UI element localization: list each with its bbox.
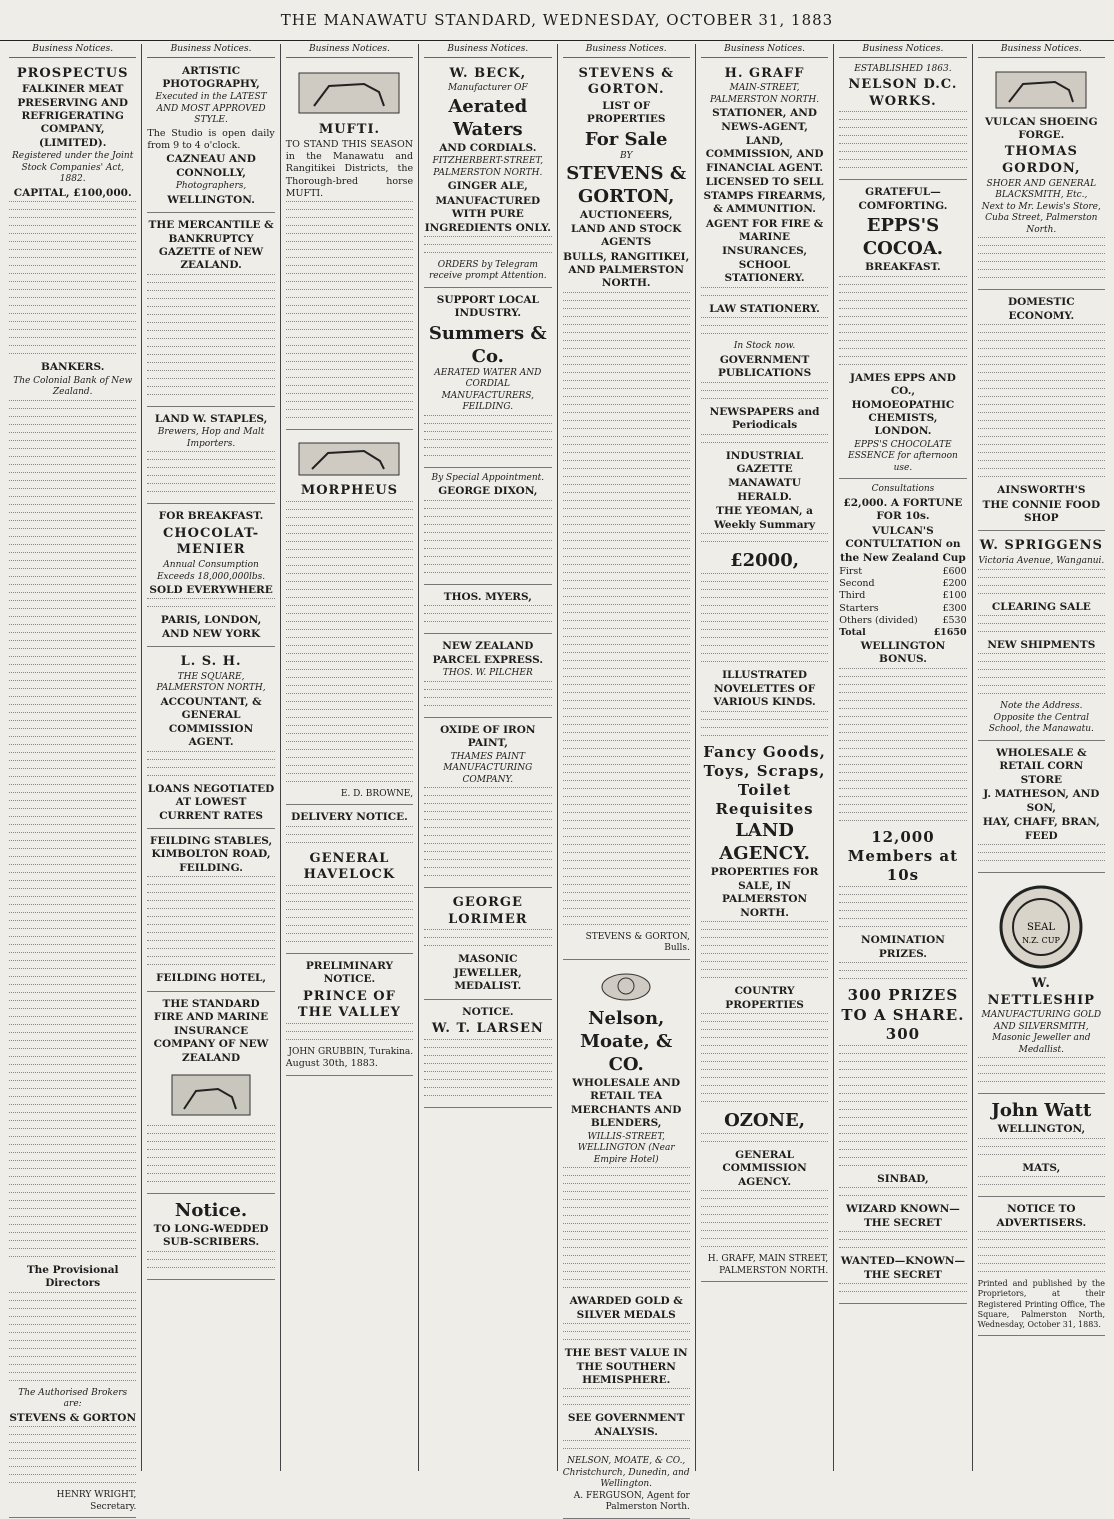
- myers-ad: [424, 587, 551, 634]
- dixon-appt: By Special Appointment.: [431, 472, 545, 483]
- epps-ad: [839, 182, 966, 479]
- nelson-title: Nelson, Moate, & CO.: [580, 1007, 673, 1075]
- domestic-ad: [978, 292, 1105, 531]
- prince-ad: [286, 956, 413, 1076]
- consultation-ad: [839, 481, 966, 1304]
- column-heading: Business Notices.: [978, 44, 1105, 58]
- seal-subtext: N.Z. CUP: [1022, 936, 1061, 946]
- support: SUPPORT LOCAL INDUSTRY.: [436, 293, 539, 320]
- prize-second: Second: [839, 578, 875, 590]
- ozone: OZONE,: [724, 1109, 806, 1131]
- opposite-school: Opposite the Central School, the Manawatu.: [988, 712, 1094, 735]
- havelock-title: GENERAL HAVELOCK: [303, 850, 396, 883]
- matheson: J. MATHESON, AND SON,: [983, 788, 1100, 814]
- masthead: [0, 0, 1114, 41]
- menier-ad: [147, 506, 274, 647]
- prize-first-amount: £600: [942, 566, 967, 578]
- bankers-heading: BANKERS.: [41, 361, 105, 374]
- photo-firm-sub: Photographers,: [175, 181, 247, 192]
- menier-sold: SOLD EVERYWHERE: [149, 584, 273, 597]
- prince-owner: JOHN GRUBBIN, Turakina.: [288, 1046, 414, 1057]
- graff-main: MAIN-STREET, PALMERSTON NORTH.: [709, 83, 820, 105]
- nelson-works-ad: [839, 61, 966, 181]
- lorimer-title: GEORGE LORIMER: [448, 895, 528, 927]
- lsh-loans: LOANS NEGOTIATED AT LOWEST CURRENT RATES: [147, 782, 275, 822]
- nelson-best: THE BEST VALUE IN THE SOUTHERN HEMISPHERE.: [564, 1347, 688, 1387]
- wellington-bonus: WELLINGTON BONUS.: [860, 640, 946, 666]
- commission-agency: GENERAL COMMISSION AGENCY.: [722, 1149, 807, 1188]
- gordon-title: THOMAS GORDON,: [1002, 144, 1081, 177]
- advertisers-notice: NOTICE TO ADVERTISERS.: [996, 1203, 1087, 1229]
- properties-sale: PROPERTIES FOR SALE, IN PALMERSTON NORTH.: [710, 866, 819, 919]
- secretary-signoff: HENRY WRIGHT, Secretary.: [56, 1490, 137, 1512]
- nelson-awarded: AWARDED GOLD & SILVER MEDALS: [569, 1295, 683, 1321]
- notice-title: Notice.: [174, 1199, 248, 1221]
- bulls: BULLS, RANGITIKEI, AND PALMERSTON NORTH.: [563, 250, 690, 290]
- fire-title: THE STANDARD FIRE AND MARINE INSURANCE COMPANY OF NEW ZEALAND: [153, 997, 269, 1064]
- gazette-ad: [147, 215, 274, 407]
- notice-ad: [147, 1196, 274, 1280]
- stevens-ad: [563, 61, 690, 960]
- prize-first: First: [839, 566, 863, 578]
- gazette-title: THE MERCANTILE & BANKRUPTCY GAZETTE of NEW ZEALAND.: [148, 219, 274, 272]
- column-heading: Business Notices.: [9, 44, 136, 58]
- prize-total: Total: [839, 626, 866, 638]
- summers-place: AERATED WATER AND CORDIAL MANUFACTURERS, FEILDING.: [434, 367, 542, 413]
- column-7: [833, 44, 971, 1471]
- breakfast-line: FOR BREAKFAST.: [158, 510, 264, 523]
- nelson-works-title: NELSON D.C. WORKS.: [848, 77, 958, 109]
- column-2: [141, 44, 279, 1471]
- fortune: £2,000. A FORTUNE FOR 10s.: [843, 496, 963, 523]
- column-heading: Business Notices.: [701, 44, 828, 58]
- photo-firm: CAZNEAU AND CONNOLLY,: [166, 153, 256, 179]
- cordials: AND CORDIALS.: [439, 141, 537, 154]
- beck-ad: [424, 61, 551, 288]
- dixon-title: GEORGE DIXON,: [438, 485, 538, 498]
- manawatu-herald: MANAWATU HERALD.: [728, 477, 801, 503]
- horse-engraving: [294, 439, 404, 479]
- prize-others-amount: £530: [942, 614, 967, 626]
- vulcan-ad: [978, 61, 1105, 291]
- country-properties: COUNTRY PROPERTIES: [725, 985, 804, 1011]
- ginger-ale: GINGER ALE,: [447, 180, 528, 193]
- aerated-title: Aerated Waters: [448, 95, 528, 140]
- spriggens-place: Victoria Avenue, Wanganui.: [978, 556, 1105, 567]
- nelson-willis: WILLIS-STREET, WELLINGTON (Near Empire Hotel): [577, 1131, 675, 1165]
- graff-ad: [701, 61, 828, 1283]
- menier-title: CHOCOLAT-MENIER: [163, 525, 260, 558]
- members: 12,000 Members at 10s: [847, 827, 959, 885]
- nettleship-title: W. NETTLESHIP: [987, 976, 1095, 1008]
- prospectus-ad: [9, 61, 136, 1519]
- agents-name: STEVENS & GORTON: [9, 1411, 137, 1424]
- column-4: [418, 44, 556, 1471]
- law-stationery: LAW STATIONERY.: [709, 302, 820, 315]
- spriggens-ad: [978, 533, 1105, 741]
- prize-others: Others (divided): [839, 614, 918, 626]
- prospectus-title: PROSPECTUS: [16, 65, 129, 81]
- snail-engraving: [591, 969, 661, 1003]
- hotel-title: FEILDING HOTEL,: [156, 972, 267, 985]
- graff-stationer: STATIONER, AND NEWS-AGENT,: [712, 107, 817, 133]
- prize-starters-amount: £300: [942, 602, 967, 614]
- delivery-title: DELIVERY NOTICE.: [291, 811, 408, 824]
- morpheus-ad: [286, 432, 413, 805]
- vulcan-cup: VULCAN'S CONTULTATION on the New Zealand Cup: [840, 524, 966, 564]
- illustrated-novelettes: ILLUSTRATED NOVELETTES OF VARIOUS KINDS.: [713, 669, 816, 709]
- domestic-title: DOMESTIC ECONOMY.: [1008, 296, 1075, 322]
- note-address: Note the Address.: [1000, 701, 1083, 712]
- epps-chocolate: EPPS'S CHOCOLATE ESSENCE for afternoon use.: [848, 439, 958, 473]
- dixon-ad: [424, 470, 551, 585]
- govt-publications: GOVERNMENT PUBLICATIONS: [717, 353, 812, 380]
- graff-licensed: LICENSED TO SELL STAMPS FIREARMS, & AMMUNITION.: [703, 176, 826, 216]
- prize-second-amount: £200: [942, 578, 967, 590]
- column-5: [557, 44, 695, 1513]
- prize-starters: Starters: [839, 602, 879, 614]
- column-1: [4, 44, 141, 1512]
- thames: THAMES PAINT MANUFACTURING COMPANY.: [443, 751, 533, 785]
- imprint: Printed and published by the Proprietors, at their Registered Printing Office, The Square, Palmerston North, Wednesday, October 31, 1883.: [977, 1279, 1105, 1330]
- stevens-firm: STEVENS & GORTON,: [566, 163, 687, 208]
- stevens-sig: STEVENS & GORTON, Bulls.: [585, 931, 690, 954]
- pure: MANUFACTURED WITH PURE INGREDIENTS ONLY.: [424, 194, 551, 234]
- prize-third-amount: £100: [942, 590, 967, 602]
- column-3: [280, 44, 418, 1471]
- larsen-title: W. T. LARSEN: [431, 1021, 544, 1037]
- forsale: For Sale: [584, 128, 668, 150]
- nelson-ad: [563, 962, 690, 1519]
- clearing-sale: CLEARING SALE: [991, 600, 1091, 613]
- beck-sub: Manufacturer OF: [447, 83, 528, 94]
- stables-title: FEILDING STABLES, KIMBOLTON ROAD, FEILDING.: [150, 835, 273, 874]
- land-agency: LAND AGENCY.: [719, 820, 810, 865]
- staples-title: LAND W. STAPLES,: [154, 412, 268, 425]
- oxide-title: OXIDE OF IRON PAINT,: [440, 723, 536, 750]
- nettleship-trade: MANUFACTURING GOLD AND SILVERSMITH,: [981, 1010, 1102, 1032]
- epps-title: EPPS'S COCOA.: [862, 215, 944, 260]
- horse-engraving: [166, 1069, 256, 1121]
- beck-title: W. BECK,: [449, 65, 527, 81]
- graff-title: H. GRAFF: [724, 65, 805, 81]
- lorimer-ad: [424, 890, 551, 1000]
- prelim-title: PRELIMINARY NOTICE.: [305, 959, 393, 986]
- auctioneers: AUCTIONEERS, LAND AND STOCK AGENTS: [570, 209, 682, 249]
- photography-ad: [147, 61, 274, 214]
- ferguson-sig: A. FERGUSON, Agent for Palmerston North.: [573, 1490, 690, 1513]
- summers-ad: [424, 290, 551, 468]
- photo-place: WELLINGTON.: [167, 193, 255, 206]
- columns: [4, 44, 1110, 1513]
- list-title: LIST OF PROPERTIES: [586, 99, 666, 126]
- prince-title: PRINCE OF THE VALLEY: [297, 988, 401, 1021]
- gordon-trade: SHOER AND GENERAL BLACKSMITH, Etc.,: [986, 178, 1097, 201]
- masonic: MASONIC JEWELLER, MEDALIST.: [453, 953, 522, 993]
- industrial-gazette: INDUSTRIAL GAZETTE: [725, 449, 804, 475]
- brokers-line: The Authorised Brokers are:: [18, 1387, 128, 1410]
- column-heading: Business Notices.: [286, 44, 413, 58]
- corn-store-ad: [978, 743, 1105, 873]
- prize-total-amount: £1650: [933, 626, 967, 638]
- vulcan-title: VULCAN SHOEING FORGE.: [985, 115, 1098, 141]
- larsen-ad: [424, 1002, 551, 1108]
- nelson-analysis: SEE GOVERNMENT ANALYSIS.: [567, 1412, 685, 1438]
- lsh-title: L. S. H.: [180, 654, 242, 670]
- watt-title: John Watt: [991, 1100, 1092, 1122]
- yeoman: THE YEOMAN, a Weekly Summary: [713, 505, 816, 531]
- nettleship-ad: [978, 875, 1105, 1094]
- watt-ad: [978, 1096, 1105, 1197]
- directors-heading: The Provisional Directors: [26, 1263, 119, 1290]
- graff-fire: AGENT FOR FIRE & MARINE INSURANCES,: [705, 217, 824, 257]
- school-stationery: SCHOOL STATIONERY.: [724, 258, 805, 285]
- advertisers-ad: [978, 1199, 1105, 1336]
- beck-orders: ORDERS by Telegram receive prompt Attention.: [428, 259, 547, 282]
- hay-feed: HAY, CHAFF, BRAN, FEED: [982, 816, 1100, 842]
- column-8: [972, 44, 1110, 1471]
- morpheus-title: MORPHEUS: [300, 482, 399, 498]
- mats: MATS,: [1022, 1161, 1061, 1174]
- prince-date: August 30th, 1883.: [285, 1058, 378, 1070]
- nelson-merchants: NELSON, MOATE, & CO., Christchurch, Dunedin, and Wellington.: [562, 1456, 690, 1490]
- column-heading: Business Notices.: [563, 44, 690, 58]
- stables-ad: [147, 831, 274, 992]
- havelock-ad: [286, 807, 413, 954]
- photo-hours: The Studio is open daily from 9 to 4 o'clock.: [147, 127, 275, 152]
- mufti-title: MUFTI.: [318, 121, 381, 137]
- epps-james: JAMES EPPS AND CO., HOMOEOPATHIC CHEMISTS, LONDON.: [850, 371, 956, 438]
- by: BY: [619, 150, 633, 161]
- parcel-ad: [424, 636, 551, 717]
- bank-name: The Colonial Bank of New Zealand.: [13, 375, 133, 398]
- photo-sub: Executed in the LATEST AND MOST APPROVED STYLE.: [155, 92, 267, 126]
- grateful: GRATEFUL—COMFORTING.: [858, 186, 948, 212]
- staples-ad: [147, 409, 274, 504]
- consultations: Consultations: [871, 484, 935, 495]
- watt-place: WELLINGTON,: [997, 1123, 1086, 1136]
- wizard: WIZARD KNOWN—THE SECRET: [846, 1203, 960, 1229]
- nomination-prizes: NOMINATION PRIZES.: [860, 934, 945, 960]
- sinbad: SINBAD,: [877, 1172, 929, 1185]
- in-stock: In Stock now.: [733, 341, 796, 352]
- three-hundred: 300 PRIZES TO A SHARE. 300: [841, 986, 965, 1043]
- oxide-ad: [424, 720, 551, 888]
- mufti-sub: TO STAND THIS SEASON in the Manawatu and Rangitikei Districts, the Thorough-bred horse MUFTI.: [285, 139, 414, 199]
- new-shipments: NEW SHIPMENTS: [987, 638, 1096, 651]
- lsh-accountant: ACCOUNTANT, & GENERAL COMMISSION AGENT.: [160, 695, 262, 749]
- column-heading: Business Notices.: [147, 44, 274, 58]
- masthead-title: THE MANAWATU STANDARD, WEDNESDAY, OCTOBER 31, 1883: [280, 11, 834, 29]
- company-act: Registered under the Joint Stock Companies' Act, 1882.: [12, 151, 134, 185]
- corn-store: WHOLESALE & RETAIL CORN STORE: [996, 746, 1087, 786]
- larsen-notice: NOTICE.: [462, 1005, 514, 1018]
- lsh-ad: [147, 649, 274, 829]
- mufti-ad: [286, 61, 413, 430]
- fire-ad: [147, 994, 274, 1194]
- spriggens-title: W. SPRIGGENS: [979, 538, 1103, 554]
- horse-engraving: [294, 68, 404, 118]
- myers-title: THOS. MYERS,: [443, 590, 532, 603]
- epps-breakfast: BREAKFAST.: [865, 261, 941, 274]
- beck-place: FITZHERBERT-STREET, PALMERSTON NORTH.: [432, 156, 544, 178]
- capital: CAPITAL, £100,000.: [13, 186, 132, 199]
- fancy-goods: Fancy Goods, Toys, Scraps, Toilet Requisites: [703, 742, 826, 819]
- browne-sig: E. D. BROWNE,: [340, 788, 414, 799]
- newspapers: NEWSPAPERS and Periodicals: [709, 405, 820, 432]
- summers-title: Summers & Co.: [428, 322, 547, 367]
- graff-land: LAND, COMMISSION, AND FINANCIAL AGENT.: [705, 135, 824, 174]
- company-name: FALKINER MEAT PRESERVING AND REFRIGERATING COMPANY, (LIMITED).: [17, 83, 129, 149]
- notice-sub: TO LONG-WEDDED SUB-SCRIBERS.: [153, 1223, 269, 1249]
- prize-amount: £2000,: [730, 550, 799, 572]
- horse-engraving: [991, 68, 1091, 112]
- photo-title: ARTISTIC PHOTOGRAPHY,: [162, 64, 260, 90]
- menier-cities: PARIS, LONDON, AND NEW YORK: [160, 614, 262, 640]
- established: ESTABLISHED 1863.: [854, 63, 952, 74]
- gordon-next: Next to Mr. Lewis's Store, Cuba Street, Palmerston North.: [981, 201, 1101, 235]
- ainsworth: AINSWORTH'S: [997, 484, 1086, 497]
- seal-text: SEAL: [1027, 922, 1056, 934]
- nelson-wholesale: WHOLESALE AND RETAIL TEA MERCHANTS AND BLENDERS,: [571, 1077, 682, 1130]
- prize-third: Third: [839, 590, 866, 602]
- connie: THE CONNIE FOOD SHOP: [982, 498, 1101, 524]
- parcel-title: NEW ZEALAND PARCEL EXPRESS.: [432, 640, 544, 666]
- staples-sub: Brewers, Hop and Malt Importers.: [157, 427, 265, 449]
- wanted: WANTED—KNOWN—THE SECRET: [840, 1255, 965, 1281]
- seal-emblem: [996, 882, 1086, 972]
- graff-sig: H. GRAFF, MAIN STREET, PALMERSTON NORTH.: [707, 1254, 829, 1276]
- pilcher: THOS. W. PILCHER: [442, 668, 533, 679]
- menier-consumption: Annual Consumption Exceeds 18,000,000lbs.: [156, 559, 266, 582]
- stevens-title: STEVENS & GORTON.: [578, 65, 674, 98]
- column-heading: Business Notices.: [424, 44, 551, 58]
- column-heading: Business Notices.: [839, 44, 966, 58]
- nettleship-masonic: Masonic Jeweller and Medallist.: [992, 1033, 1091, 1055]
- column-6: [695, 44, 833, 1471]
- lsh-square: THE SQUARE, PALMERSTON NORTH,: [156, 671, 266, 694]
